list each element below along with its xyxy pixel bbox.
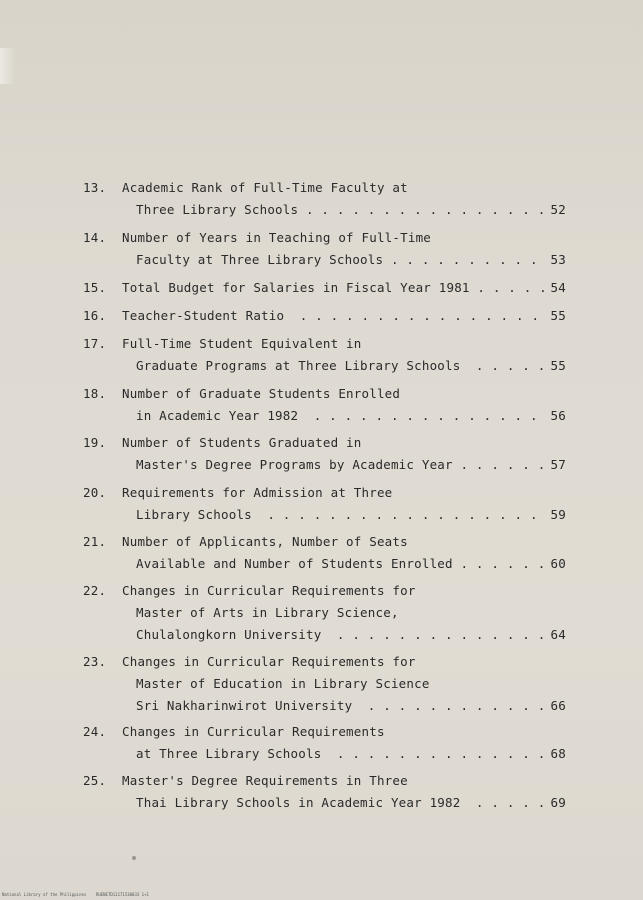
entry-page-number: 64 bbox=[550, 627, 566, 642]
entry-page-number: 52 bbox=[550, 202, 566, 217]
page-edge-mark bbox=[0, 48, 16, 84]
entry-number: 22. bbox=[83, 583, 107, 598]
entry-title-line: Changes in Curricular Requirements bbox=[122, 724, 385, 739]
entry-title-line: Master of Education in Library Science bbox=[136, 676, 430, 691]
entry-number: 16. bbox=[83, 308, 107, 323]
entry-title-line: Number of Graduate Students Enrolled bbox=[122, 386, 401, 401]
entry-page-number: 68 bbox=[550, 746, 566, 761]
entry-number: 19. bbox=[83, 435, 107, 450]
entry-title-line: Academic Rank of Full-Time Faculty at bbox=[122, 180, 408, 195]
entry-title-line: Changes in Curricular Requirements for bbox=[122, 654, 416, 669]
entry-page-number: 60 bbox=[550, 556, 566, 571]
entry-number: 18. bbox=[83, 386, 107, 401]
entry-title-line: Chulalongkorn University . . . . . . . . . . . . . . bbox=[136, 627, 546, 642]
entry-title-line: Available and Number of Students Enrolled . . . . . . bbox=[136, 556, 546, 571]
entry-page-number: 69 bbox=[550, 795, 566, 810]
entry-title-line: Three Library Schools . . . . . . . . . . . . . . . . bbox=[136, 202, 546, 217]
entry-title-line: Number of Years in Teaching of Full-Time bbox=[122, 230, 432, 245]
entry-page-number: 54 bbox=[550, 280, 566, 295]
entry-title-line: Teacher-Student Ratio . . . . . . . . . . . . . . . . bbox=[122, 308, 540, 323]
entry-number: 20. bbox=[83, 485, 107, 500]
entry-number: 21. bbox=[83, 534, 107, 549]
entry-title-line: Number of Applicants, Number of Seats bbox=[122, 534, 408, 549]
entry-page-number: 53 bbox=[550, 252, 566, 267]
entry-number: 17. bbox=[83, 336, 107, 351]
entry-title-line: Number of Students Graduated in bbox=[122, 435, 362, 450]
entry-page-number: 57 bbox=[550, 457, 566, 472]
entry-page-number: 56 bbox=[550, 408, 566, 423]
entry-page-number: 66 bbox=[550, 698, 566, 713]
entry-title-line: Faculty at Three Library Schools . . . . . . . . . . bbox=[136, 252, 538, 267]
entry-title-line: Sri Nakharinwirot University . . . . . . . . . . . . bbox=[136, 698, 546, 713]
entry-title-line: Master of Arts in Library Science, bbox=[136, 605, 399, 620]
entry-title-line: Library Schools . . . . . . . . . . . . . . . . . . bbox=[136, 507, 538, 522]
entry-title-line: in Academic Year 1982 . . . . . . . . . . . . . . . bbox=[136, 408, 538, 423]
entry-number: 25. bbox=[83, 773, 107, 788]
entry-number: 14. bbox=[83, 230, 107, 245]
entry-title-line: Master's Degree Programs by Academic Year . . . . . . bbox=[136, 457, 546, 472]
entry-title-line: Requirements for Admission at Three bbox=[122, 485, 393, 500]
entry-title-line: Changes in Curricular Requirements for bbox=[122, 583, 416, 598]
scan-footer: National Library of the Philippines RUENETD11171530033 1+1 bbox=[2, 892, 149, 897]
entry-title-line: Master's Degree Requirements in Three bbox=[122, 773, 408, 788]
entry-page-number: 59 bbox=[550, 507, 566, 522]
entry-number: 13. bbox=[83, 180, 107, 195]
entry-title-line: Full-Time Student Equivalent in bbox=[122, 336, 362, 351]
entry-title-line: Thai Library Schools in Academic Year 1982 . . . . . bbox=[136, 795, 546, 810]
entry-title-line: Total Budget for Salaries in Fiscal Year 1981 . . . . . bbox=[122, 280, 547, 295]
paper-speck bbox=[132, 856, 136, 860]
entry-number: 15. bbox=[83, 280, 107, 295]
entry-page-number: 55 bbox=[550, 308, 566, 323]
entry-title-line: Graduate Programs at Three Library Schools . . . . . bbox=[136, 358, 546, 373]
entry-number: 24. bbox=[83, 724, 107, 739]
entry-number: 23. bbox=[83, 654, 107, 669]
entry-title-line: at Three Library Schools . . . . . . . . . . . . . . bbox=[136, 746, 546, 761]
entry-page-number: 55 bbox=[550, 358, 566, 373]
